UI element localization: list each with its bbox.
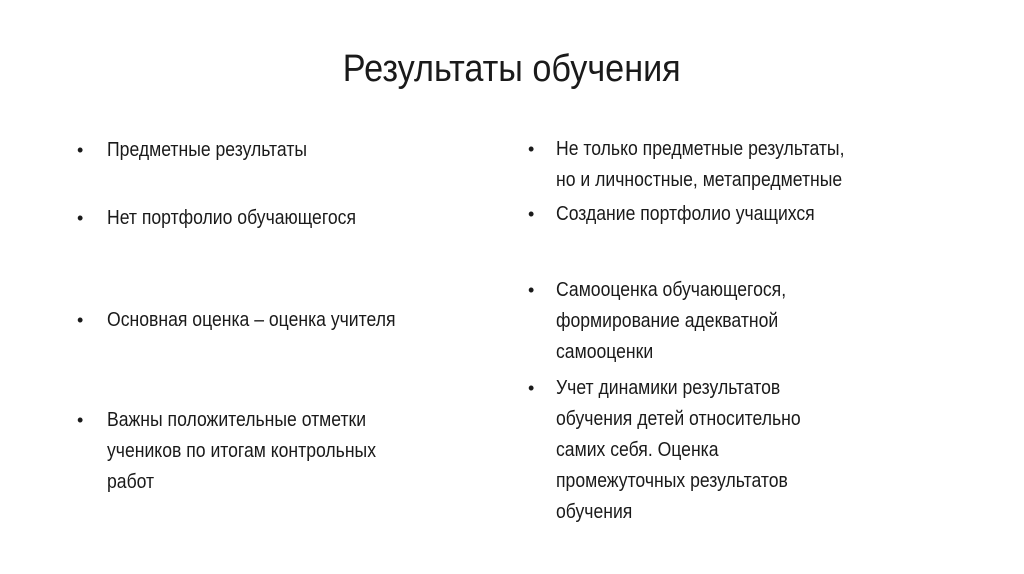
bullet-icon: • — [77, 310, 84, 330]
bullet-icon: • — [77, 140, 84, 160]
bullet-icon: • — [528, 378, 535, 398]
slide-title-text: Результаты обучения — [343, 48, 681, 90]
text-line: промежуточных результатов — [556, 470, 788, 492]
text-line: обучения — [556, 501, 633, 523]
text-line: учеников по итогам контрольных — [107, 440, 377, 462]
bullet-icon: • — [528, 280, 535, 300]
text-line: Не только предметные результаты, — [556, 138, 845, 160]
text-line: Основная оценка – оценка учителя — [107, 309, 396, 331]
text-line: обучения детей относительно — [556, 408, 801, 430]
bullet-text — [556, 275, 786, 368]
bullet-text — [107, 405, 376, 498]
bullet-icon: • — [528, 204, 535, 224]
text-line: работ — [107, 471, 155, 493]
text-line: самооценки — [556, 341, 654, 363]
text-line: Нет портфолио обучающегося — [107, 207, 356, 229]
bullet-text — [556, 134, 844, 196]
text-line: Самооценка обучающегося, — [556, 279, 787, 301]
bullet-icon: • — [77, 410, 84, 430]
text-line: Предметные результаты — [107, 139, 308, 161]
bullet-text — [107, 305, 396, 336]
bullet-text — [107, 135, 307, 166]
text-line: Создание портфолио учащихся — [556, 203, 815, 225]
bullet-text — [107, 203, 356, 234]
bullet-text — [556, 373, 801, 528]
text-line: Важны положительные отметки — [107, 409, 367, 431]
bullet-icon: • — [528, 139, 535, 159]
text-line: самих себя. Оценка — [556, 439, 719, 461]
bullet-text — [556, 199, 815, 230]
text-line: Учет динамики результатов — [556, 377, 781, 399]
bullet-icon: • — [77, 208, 84, 228]
text-line: формирование адекватной — [556, 310, 779, 332]
text-line: но и личностные, метапредметные — [556, 169, 843, 191]
slide-title — [0, 46, 1024, 92]
